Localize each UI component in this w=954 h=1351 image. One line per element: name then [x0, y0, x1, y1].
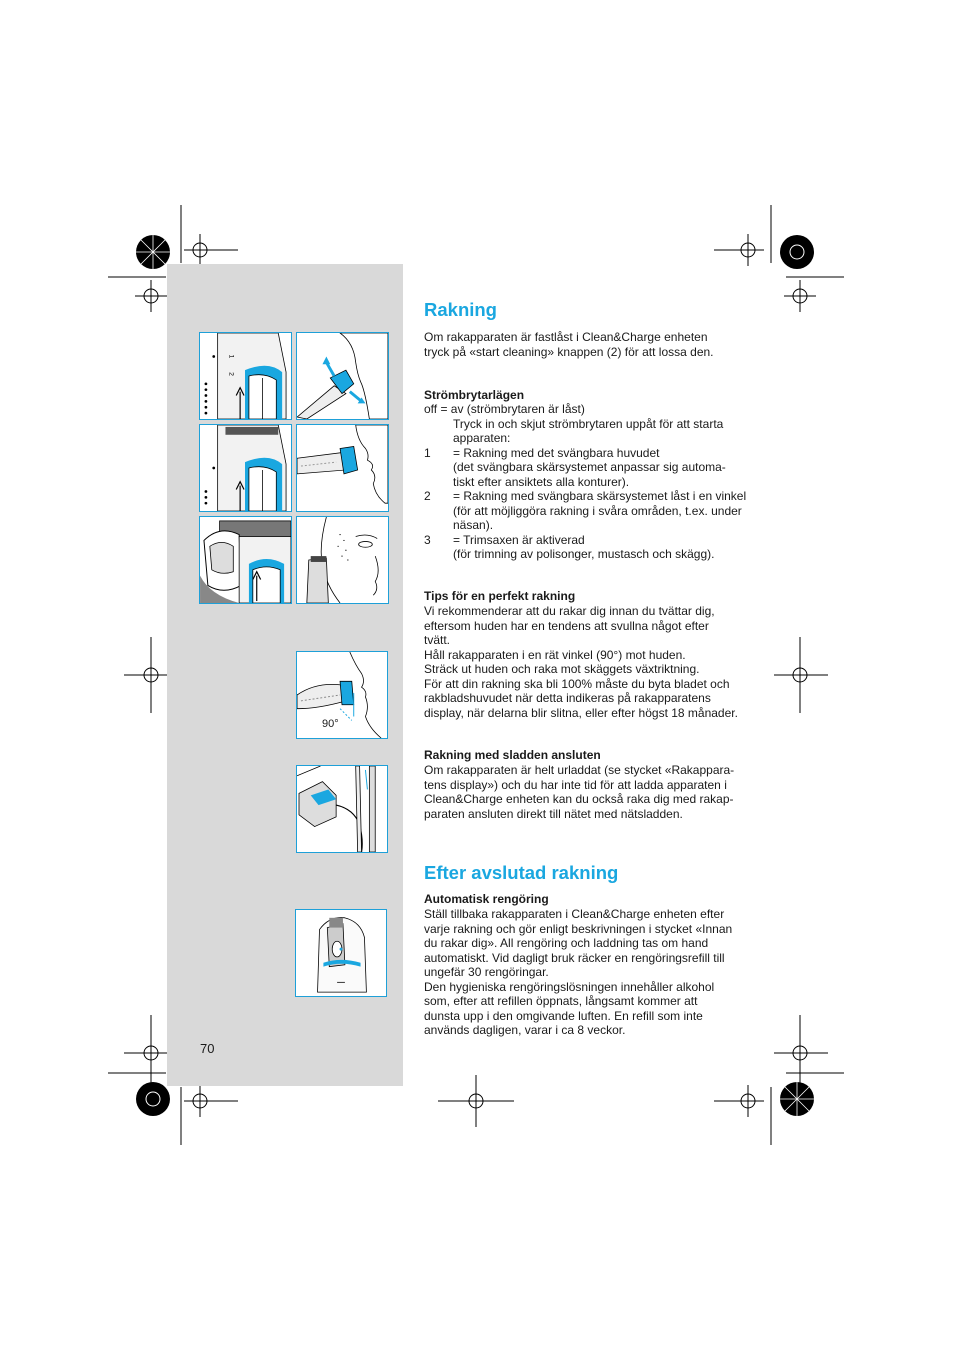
- figure-90-degree-angle: [296, 651, 388, 739]
- switch-item-text: = Rakning med det svängbara huvudet: [453, 445, 660, 460]
- switch-item-desc: (det svängbara skärsystemet anpassar sig automa-: [453, 460, 726, 474]
- switch-item-3: [424, 533, 754, 548]
- cord-line: paraten ansluten direkt till nätet med nätsladden.: [424, 806, 683, 821]
- tips-line: Håll rakapparaten i en rät vinkel (90°) mot huden.: [424, 647, 686, 662]
- auto-line: Ställ tillbaka rakapparaten i Clean&Charge enheten efter: [424, 907, 725, 921]
- page-number: 70: [200, 1041, 215, 1056]
- section-title-rakning: Rakning: [424, 299, 497, 320]
- figure-trimming-sideburns: [296, 516, 389, 604]
- cord-line: Om rakapparaten är helt urladdat (se stycket «Rakappara-: [424, 763, 735, 777]
- auto-line: ungefär 30 rengöringar.: [424, 965, 549, 979]
- switch-item-desc: (för att möjliggöra rakning i svåra områden, t.ex. under: [453, 503, 742, 518]
- figure-trimmer-activated: [199, 516, 292, 604]
- figure-cord-connected: [296, 765, 388, 853]
- tips-line: För att din rakning ska bli 100% måste du byta bladet och: [424, 676, 730, 691]
- switch-item-1: [424, 446, 754, 461]
- intro-line: tryck på «start cleaning» knappen (2) för att lossa den.: [424, 344, 714, 359]
- tips-heading: Tips för en perfekt rakning: [424, 589, 576, 603]
- figure-switch-position-2: [199, 424, 292, 512]
- tips-line: Vi rekommenderar att du rakar dig innan du tvättar dig,: [424, 604, 715, 618]
- tips-paragraph: [424, 604, 754, 720]
- switch-item-desc: näsan).: [453, 518, 494, 532]
- figure-clean-charge-station: [295, 909, 387, 997]
- switch-off-line: off = av (strömbrytaren är låst): [424, 402, 585, 416]
- switch-mark-1: 1: [227, 354, 235, 359]
- tips-line: rakbladshuvudet när detta indikeras på rakapparatens: [424, 691, 711, 705]
- auto-cleaning-paragraph: [424, 907, 754, 1038]
- switch-item-key: 1: [424, 445, 431, 460]
- switch-positions-list: [424, 402, 754, 562]
- switch-item-key: 3: [424, 532, 431, 547]
- tips-line: tvätt.: [424, 633, 451, 647]
- tips-line: eftersom huden har en tendens att svullna något efter: [424, 618, 709, 633]
- auto-line: automatiskt. Vid dagligt bruk räcker en rengöringsrefill till: [424, 950, 725, 965]
- cord-paragraph: [424, 763, 754, 821]
- auto-line: dunsta upp i den omgivande luften. En refill som inte: [424, 1008, 703, 1023]
- cord-heading: Rakning med sladden ansluten: [424, 748, 601, 762]
- auto-line: Den hygieniska rengöringslösningen innehåller alkohol: [424, 979, 715, 994]
- auto-line: du rakar dig». All rengöring och laddning tas om hand: [424, 936, 709, 950]
- intro-line: Om rakapparaten är fastlåst i Clean&Charge enheten: [424, 330, 708, 344]
- figure-face-pivot-head: [296, 332, 389, 420]
- switch-heading: Strömbrytarlägen: [424, 388, 525, 402]
- switch-item-desc: (för trimning av polisonger, mustasch och skägg).: [453, 547, 715, 561]
- intro-paragraph: [424, 330, 754, 359]
- switch-off-desc: apparaten:: [453, 431, 511, 445]
- auto-cleaning-heading: Automatisk rengöring: [424, 892, 549, 906]
- cord-line: tens display») och du har inte tid för att ladda apparaten i: [424, 777, 727, 792]
- tips-line: display, när delarna blir slitna, eller efter högst 18 månader.: [424, 705, 738, 720]
- auto-line: varje rakning och gör enligt beskrivningen i stycket «Innan: [424, 921, 733, 936]
- auto-line: används dagligen, varar i ca 8 veckor.: [424, 1023, 626, 1037]
- switch-item-key: 2: [424, 489, 431, 503]
- auto-line: som, efter att refillen öppnats, långsamt kommer att: [424, 994, 698, 1008]
- section-title-efter-avslutad-rakning: Efter avslutad rakning: [424, 862, 619, 883]
- angle-label: 90°: [322, 718, 339, 730]
- switch-off-desc: Tryck in och skjut strömbrytaren uppåt för att starta: [453, 416, 724, 431]
- switch-item-text: = Trimsaxen är aktiverad: [453, 532, 585, 547]
- switch-item-desc: tiskt efter ansiktets alla konturer).: [453, 474, 630, 489]
- switch-mark-2: 2: [227, 372, 235, 376]
- switch-item-2: [424, 489, 754, 504]
- figure-switch-position-1: [199, 332, 292, 420]
- tips-line: Sträck ut huden och raka mot skäggets växtriktning.: [424, 662, 700, 676]
- switch-item-text: = Rakning med svängbara skärsystemet låst i en vinkel: [453, 489, 747, 503]
- cord-line: Clean&Charge enheten kan du också raka dig med rakap-: [424, 792, 734, 806]
- figure-shaving-under-nose: [296, 424, 389, 512]
